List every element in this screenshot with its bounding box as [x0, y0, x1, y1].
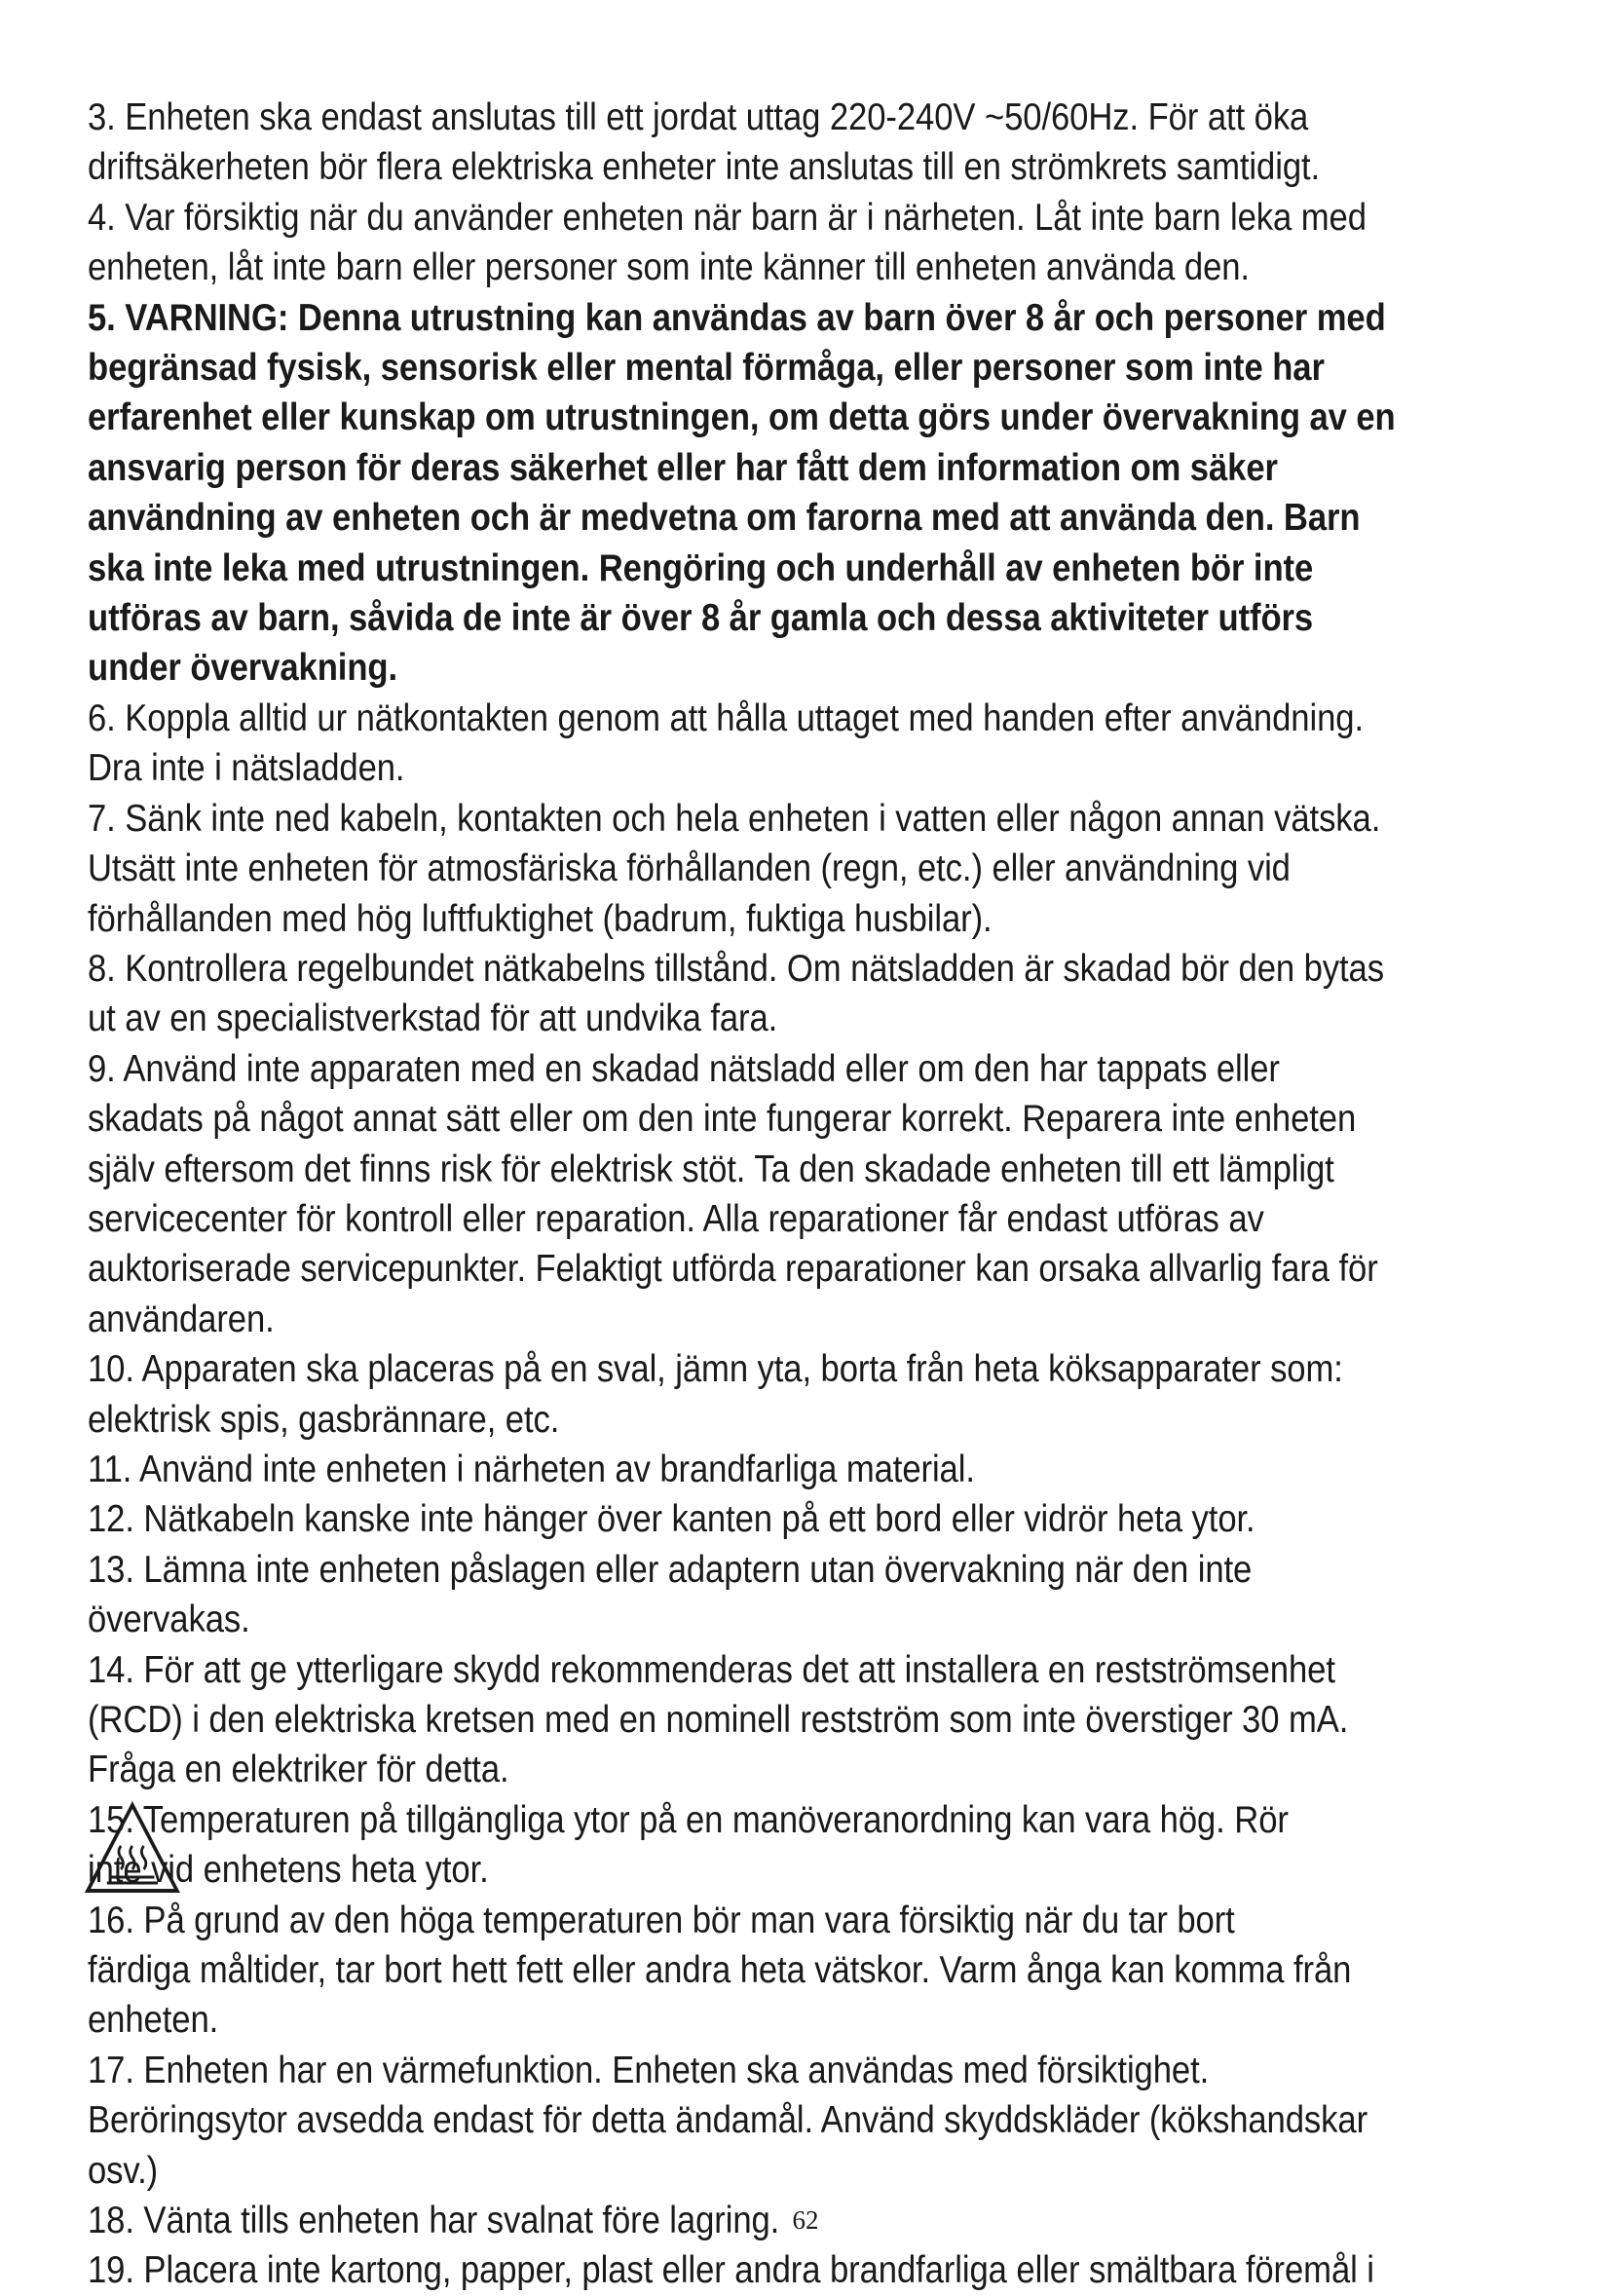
instruction-3: 3. Enheten ska endast anslutas till ett jordat uttag 220-240V ~50/60Hz. För att öka driftsäkerheten bör flera elektriska enheter inte anslutas till en strömkrets samtidigt. — [88, 96, 1321, 189]
instruction-7: 7. Sänk inte ned kabeln, kontakten och hela enheten i vatten eller någon annan vätska. Utsätt inte enheten för atmosfäriska förhållanden (regn, etc.) eller användning vid förhållanden med hög luftfuktighet (badrum, fuktiga husbilar). — [88, 797, 1381, 940]
instruction-16-line-1: 16. På grund av den höga temperaturen bör man vara försiktig när du tar bort — [88, 1899, 1235, 1941]
instruction-18: 18. Vänta tills enheten har svalnat före lagring. — [88, 2200, 780, 2242]
instruction-10: 10. Apparaten ska placeras på en sval, jämn yta, borta från heta köksapparater som: elektrisk spis, gasbrännare, etc. — [88, 1348, 1343, 1441]
instruction-15-line-1: 15. Temperaturen på tillgängliga ytor på en manöveranordning kan vara hög. Rör — [88, 1798, 1289, 1841]
page-number: 62 — [792, 2205, 819, 2235]
instruction-19: 19. Placera inte kartong, papper, plast eller andra brandfarliga eller smältbara föremål i — [88, 2249, 1374, 2292]
instruction-11: 11. Använd inte enheten i närheten av brandfarliga material. — [88, 1448, 975, 1490]
instruction-14: 14. För att ge ytterligare skydd rekommenderas det att installera en restströmsenhet (RCD) i den elektriska kretsen med en nominell restström som inte överstiger 30 mA. Fråga en elektriker för detta. — [88, 1648, 1349, 1791]
instruction-8: 8. Kontrollera regelbundet nätkabelns tillstånd. Om nätsladden är skadad bör den bytas ut av en specialistverkstad för att undvika fara. — [88, 947, 1384, 1040]
instruction-6: 6. Koppla alltid ur nätkontakten genom att hålla uttaget med handen efter användning. Dra inte i nätsladden. — [88, 696, 1364, 790]
instruction-4: 4. Var försiktig när du använder enheten när barn är i närheten. Låt inte barn leka med enheten, låt inte barn eller personer som inte känner till enheten använda den. — [88, 196, 1367, 289]
hot-surface-warning-icon — [84, 1801, 180, 1895]
instruction-5-warning: 5. VARNING: Denna utrustning kan användas av barn över 8 år och personer med begränsad fysisk, sensorisk eller mental förmåga, eller personer som inte har erfarenhet eller kunskap om utrustningen, om detta görs under övervakning av en ansvarig person för deras säkerhet eller har fått dem information om säker användning av enheten och är medvetna om farorna med att använda den. Barn ska inte leka med utrustningen. Rengöring och underhåll av enheten bör inte utföras av barn, såvida de inte är över 8 år gamla och dessa aktiviteter utförs under övervakning. — [88, 296, 1396, 690]
instruction-15-line-2: inte vid enhetens heta ytor. — [88, 1849, 489, 1892]
instruction-9: 9. Använd inte apparaten med en skadad nätsladd eller om den har tappats eller skadats på något annat sätt eller om den inte fungerar korrekt. Reparera inte enheten själv eftersom det finns risk för elektrisk stöt. Ta den skadade enheten till ett lämpligt servicecenter för kontroll eller reparation. Alla reparationer får endast utföras av auktoriserade servicepunkter. Felaktigt utförda reparationer kan orsaka allvarlig fara för användaren. — [88, 1047, 1378, 1340]
hot-surface-warning-block — [88, 1795, 1403, 1945]
instruction-16-continued: färdiga måltider, tar bort hett fett eller andra heta vätskor. Varm ånga kan komma från enheten. — [88, 1949, 1352, 2042]
instruction-17: 17. Enheten har en värmefunktion. Enheten ska användas med försiktighet. Beröringsytor avsedda endast för detta ändamål. Använd skyddskläder (kökshandskar osv.) — [88, 2049, 1368, 2192]
instruction-13: 13. Lämna inte enheten påslagen eller adaptern utan övervakning när den inte övervakas. — [88, 1548, 1253, 1641]
instruction-12: 12. Nätkabeln kanske inte hänger över kanten på ett bord eller vidrör heta ytor. — [88, 1498, 1255, 1541]
document-body — [88, 93, 1403, 2296]
